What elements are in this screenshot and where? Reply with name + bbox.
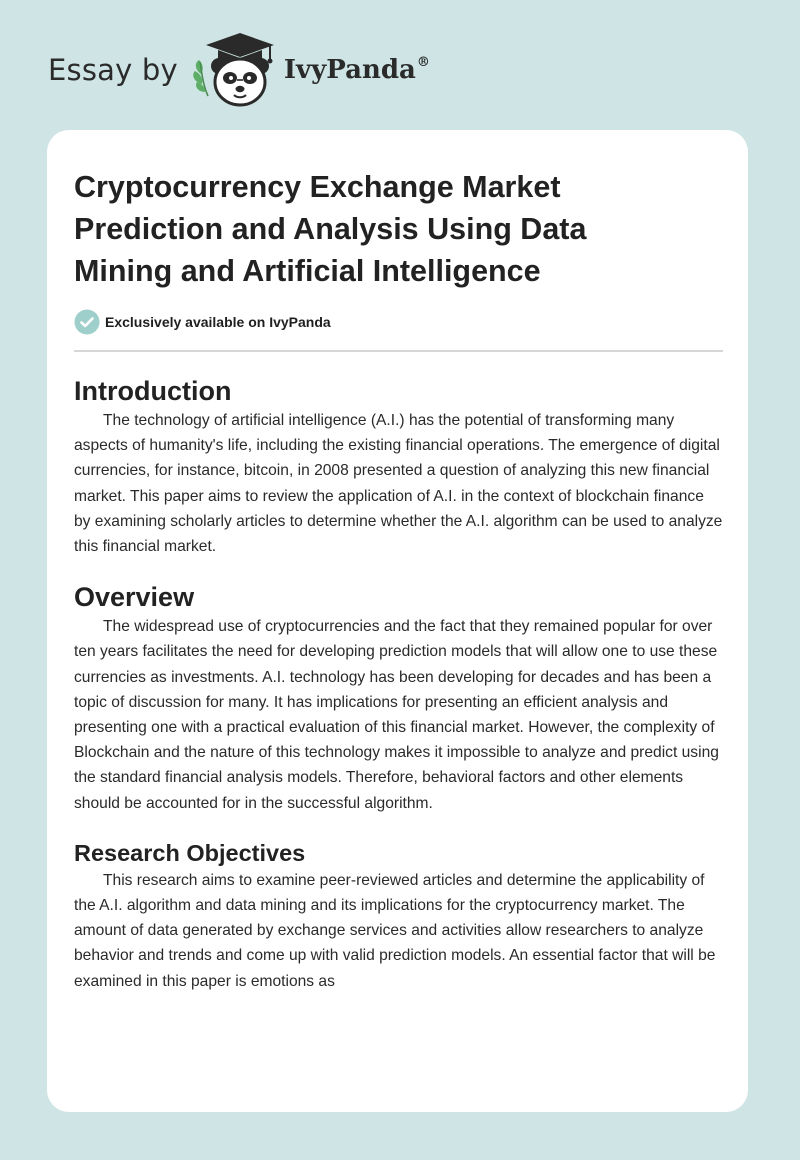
panda-logo-icon bbox=[188, 30, 280, 110]
brand-header[interactable] bbox=[48, 30, 430, 110]
brand-prefix: Essay by bbox=[48, 53, 178, 87]
section-heading: Introduction bbox=[74, 376, 232, 406]
panda-face-icon bbox=[211, 58, 269, 105]
check-icon bbox=[74, 309, 100, 335]
essay-card bbox=[47, 130, 748, 1112]
section-introduction bbox=[74, 374, 723, 559]
exclusive-badge-label: Exclusively available on IvyPanda bbox=[105, 314, 331, 330]
registered-mark: ® bbox=[416, 55, 430, 70]
section-paragraph: The widespread use of cryptocurrencies and the fact that they remained popular for over ten years facilitates the need for developing prediction models that will allow one to use these currencies as investments. A.I. technology has been developing for decades and has been a topic of discussion for many. It has implications for presenting an efficient analysis and presenting one with a practical evaluation of this financial market. However, the complexity of Blockchain and the nature of this technology makes it impossible to analyze and predict using the standard financial analysis models. Therefore, behavioral factors and other elements should be accounted for in the successful algorithm. bbox=[74, 618, 719, 812]
section-paragraph: The technology of artificial intelligence (A.I.) has the potential of transforming many aspects of humanity's life, including the existing financial operations. The emergence of digital currencies, for instance, bitcoin, in 2008 presented a question of analyzing this new financial market. This paper aims to review the application of A.I. in the context of blockchain finance by examining scholarly articles to determine whether the A.I. algorithm can be used to analyze this financial market. bbox=[74, 412, 723, 556]
section-paragraph: This research aims to examine peer-reviewed articles and determine the applicability of the A.I. algorithm and data mining and its implications for the cryptocurrency market. The amount of data generated by exchange services and activities allow researchers to analyze behavior and trends and come up with valid prediction models. An essential factor that will be examined in this paper is emotions as bbox=[74, 871, 716, 990]
exclusive-badge bbox=[74, 308, 723, 336]
section-heading: Overview bbox=[74, 582, 195, 613]
section-heading: Research Objectives bbox=[74, 839, 306, 866]
essay-title: Cryptocurrency Exchange Market Prediction and Analysis Using Data Mining and Artificial Intelligence bbox=[74, 170, 587, 288]
brand-name: IvyPanda® bbox=[283, 55, 430, 85]
section-overview bbox=[74, 580, 723, 816]
leaf-icon bbox=[193, 60, 208, 96]
divider bbox=[74, 350, 723, 352]
section-research-objectives bbox=[74, 838, 723, 994]
